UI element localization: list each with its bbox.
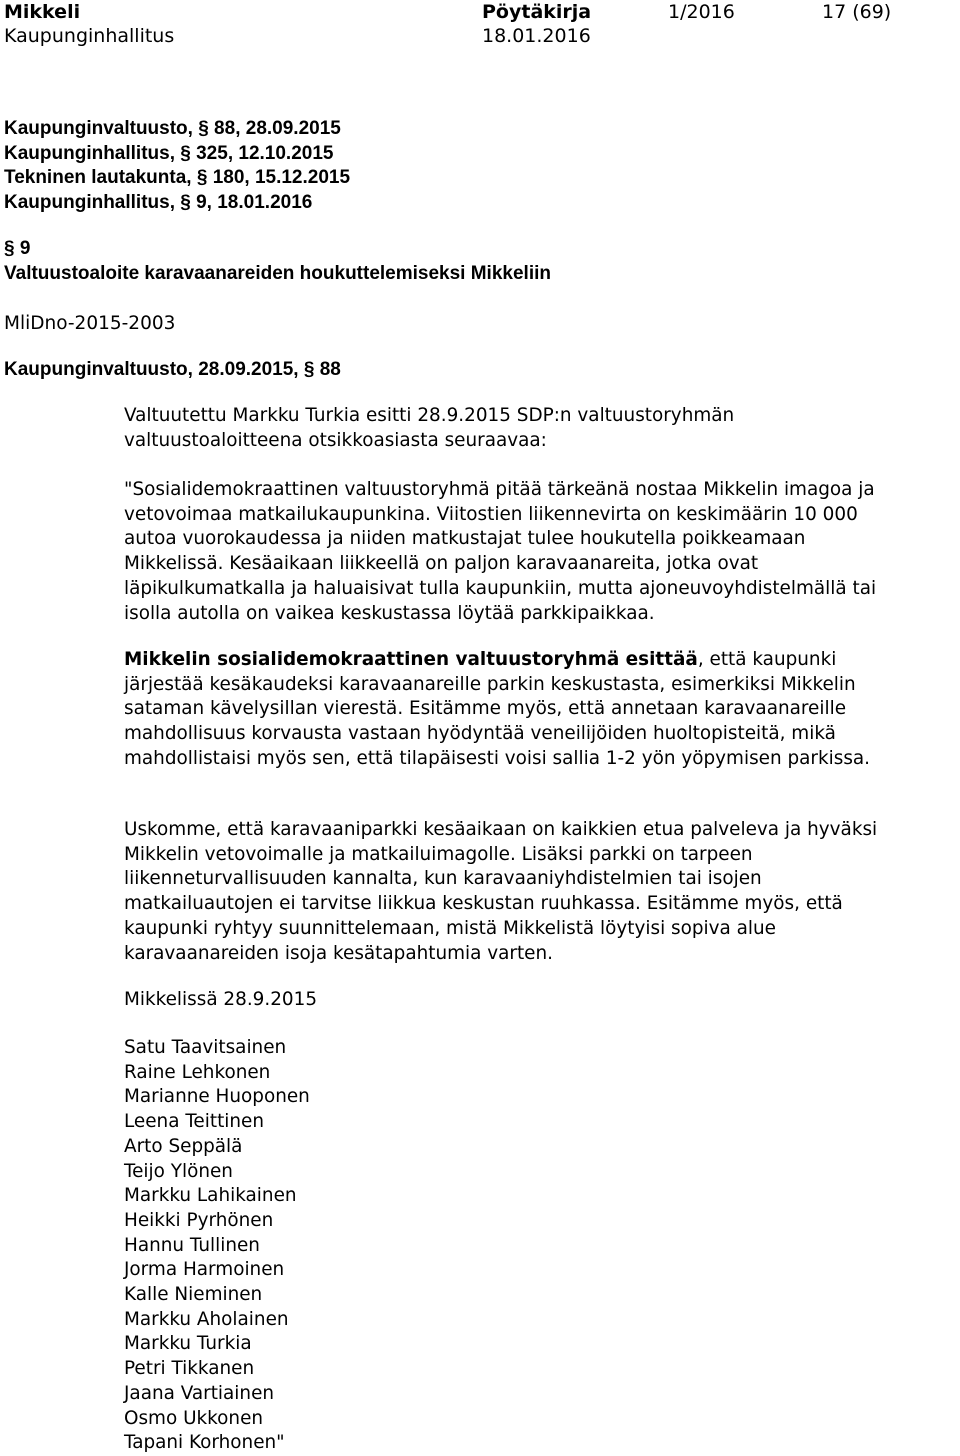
paragraph-text: "Sosialidemokraattinen valtuustoryhmä pitää tärkeänä nostaa Mikkelin imagoa ja vetovoimaa matkailukaupunkina. Viitostien liikennevirta on keskimäärin 10 000 autoa vuorokaudessa ja niiden matkustajat tulee houkutella poikkeamaan Mikkelissä. Kesäaikaan liikkeellä on paljon karavaanareita, jotka ovat läpikulkumatkalla ja haluaisivat tulla kaupunkiin, mutta ajoneuvoyhdistelmällä tai isolla autolla on vaikea keskustassa löytää parkkipaikkaa. <box>124 479 877 624</box>
signatory-name: Tapani Korhonen" <box>124 1432 285 1454</box>
page-number: 17 (69) <box>822 1 892 23</box>
previous-handling: Kaupunginvaltuusto, 28.09.2015, § 88 <box>4 359 341 380</box>
initiative-paragraph-1 <box>124 478 904 626</box>
section-number: § 9 <box>4 238 31 259</box>
signatory-name: Markku Lahikainen <box>124 1185 297 1207</box>
signatory-name: Osmo Ukkonen <box>124 1407 264 1429</box>
handling-references <box>4 117 350 215</box>
signatory-name: Teijo Ylönen <box>124 1160 233 1182</box>
reference-line: Kaupunginhallitus, § 9, 18.01.2016 <box>4 191 313 213</box>
signatory-name: Raine Lehkonen <box>124 1061 271 1083</box>
place-and-date <box>124 988 904 1013</box>
reference-line: Kaupunginvaltuusto, § 88, 28.09.2015 <box>4 118 341 139</box>
initiative-paragraph-3 <box>124 818 904 966</box>
paragraph-rest: , että kaupunki järjestää kesäkaudeksi karavaanareille parkin keskustasta, esimerkiksi Mikkelin sataman kävelysillan vierestä. Esitämme myös, että annetaan karavaanareille mahdollisuus korvausta vastaan hyödyntää veneilijöiden huoltopisteitä, mikä mahdollistaisi myös sen, että tilapäisesti voisi sallia 1-2 yön yöpymisen parkissa. <box>124 649 871 769</box>
signatory-name: Heikki Pyrhönen <box>124 1209 274 1231</box>
initiative-paragraph-2 <box>124 648 904 772</box>
signatory-name: Arto Seppälä <box>124 1135 243 1157</box>
signatory-list <box>124 1036 904 1456</box>
organ-name: Kaupunginhallitus <box>4 25 175 47</box>
signatory-name: Hannu Tullinen <box>124 1234 260 1256</box>
signatory-name: Kalle Nieminen <box>124 1284 263 1306</box>
paragraph-lead: Mikkelin sosialidemokraattinen valtuustoryhmä esittää <box>124 649 698 670</box>
section-title: Valtuustoaloite karavaanareiden houkuttelemiseksi Mikkeliin <box>4 263 551 284</box>
signatory-name: Satu Taavitsainen <box>124 1037 287 1058</box>
signatory-name: Jaana Vartiainen <box>124 1382 275 1404</box>
document-type: Pöytäkirja <box>482 1 592 23</box>
intro-paragraph <box>124 404 904 453</box>
signatory-name: Leena Teittinen <box>124 1111 265 1133</box>
reference-line: Tekninen lautakunta, § 180, 15.12.2015 <box>4 167 351 188</box>
paragraph-text <box>124 648 904 772</box>
paragraph-text: Uskomme, että karavaaniparkki kesäaikaan on kaikkien etua palveleva ja hyväksi Mikkelin vetovoimalle ja matkailuimagolle. Lisäksi parkki on tarpeen liikenneturvallisuuden kannalta, kun karavaaniyhdistelmien tai isojen matkailuautojen ei tarvitse liikkua keskustan ruuhkassa. Esitämme myös, että kaupunki ryhtyy suunnittelemaan, mistä Mikkelistä löytyisi sopiva alue karavaanareiden isoja kesätapahtumia varten. <box>124 819 878 964</box>
page-header <box>0 0 960 48</box>
signatory-name: Markku Aholainen <box>124 1308 289 1330</box>
signatory-name: Petri Tikkanen <box>124 1358 255 1380</box>
place-date-text: Mikkelissä 28.9.2015 <box>124 989 318 1010</box>
intro-text: Valtuutettu Markku Turkia esitti 28.9.2015 SDP:n valtuustoryhmän valtuustoaloitteena otsikkoasiasta seuraavaa: <box>124 405 735 451</box>
signatory-name: Jorma Harmoinen <box>124 1259 285 1281</box>
meeting-number: 1/2016 <box>668 1 735 23</box>
signatory-name: Marianne Huoponen <box>124 1086 310 1108</box>
diary-number: MliDno-2015-2003 <box>4 313 176 334</box>
signatory-name: Markku Turkia <box>124 1333 252 1355</box>
reference-line: Kaupunginhallitus, § 325, 12.10.2015 <box>4 142 334 164</box>
municipality-name: Mikkeli <box>4 1 81 23</box>
meeting-date: 18.01.2016 <box>482 25 591 47</box>
